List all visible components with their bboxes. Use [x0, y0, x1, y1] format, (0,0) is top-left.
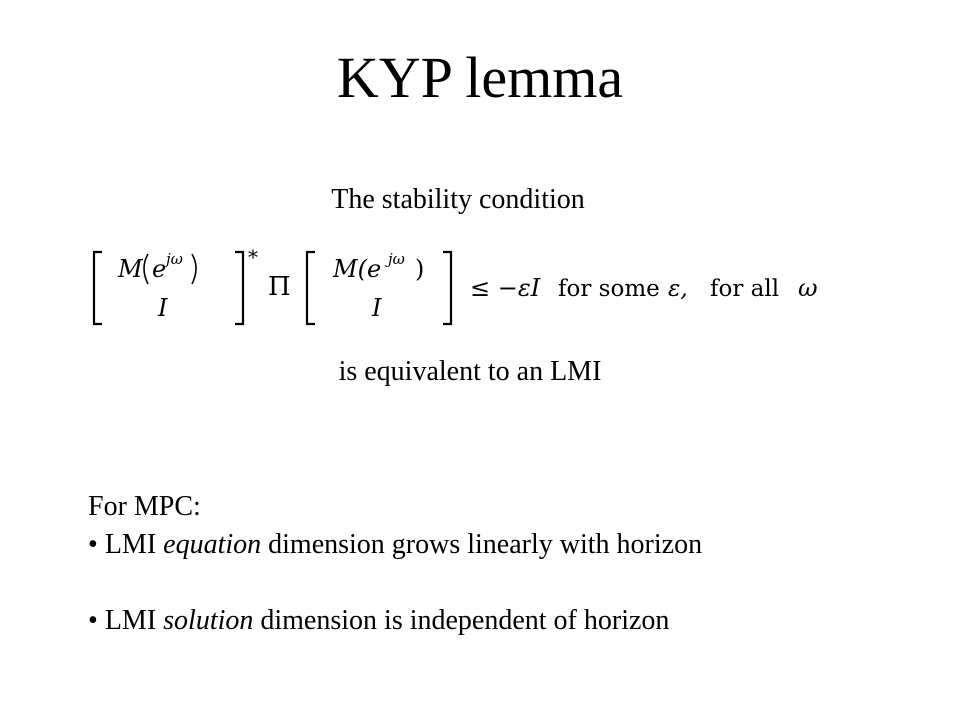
- left-bracket-1: [94, 252, 102, 324]
- bullet-item: [88, 528, 702, 562]
- kyp-formula: [88, 240, 848, 340]
- for-some-text: for some: [558, 276, 660, 302]
- mpc-heading: For MPC:: [88, 491, 201, 522]
- entry-I-1: I: [158, 294, 168, 322]
- paren-open-1: [144, 254, 148, 284]
- entry-M-2: M(e: [333, 255, 382, 283]
- right-bracket-2: [443, 252, 451, 324]
- right-bracket-1: [235, 252, 243, 324]
- condition-heading: The stability condition: [331, 184, 585, 215]
- paren-close-1: [192, 254, 196, 284]
- bullet-emphasis: equation: [163, 529, 262, 560]
- entry-M-1: M: [118, 255, 143, 283]
- bullet-lead: LMI: [104, 529, 157, 560]
- bullet-marker: •: [88, 605, 98, 636]
- rhs-inequality: ≤ −εI: [470, 274, 541, 302]
- pi-symbol: Π: [268, 272, 291, 302]
- for-all-text: for all: [710, 276, 780, 302]
- bullet-lead: LMI: [104, 605, 157, 636]
- equivalence-text: is equivalent to an LMI: [338, 356, 602, 387]
- exp-base-1: e: [152, 255, 167, 283]
- epsilon-symbol: ε,: [668, 276, 688, 302]
- left-bracket-2: [307, 252, 315, 324]
- bullet-text: dimension is independent of horizon: [260, 605, 670, 636]
- entry-I-2: I: [372, 294, 382, 322]
- bullet-emphasis: solution: [163, 605, 254, 636]
- bullet-marker: •: [88, 529, 98, 560]
- omega-symbol: ω: [798, 274, 818, 302]
- bullet-text: dimension grows linearly with horizon: [268, 529, 703, 560]
- svg-text:): ): [415, 255, 425, 283]
- bullet-item: [88, 604, 669, 638]
- conj-star: *: [248, 245, 258, 269]
- slide-title: KYP lemma: [336, 45, 624, 110]
- exp-power-2: jω: [388, 250, 405, 268]
- exp-power-1: jω: [166, 250, 183, 268]
